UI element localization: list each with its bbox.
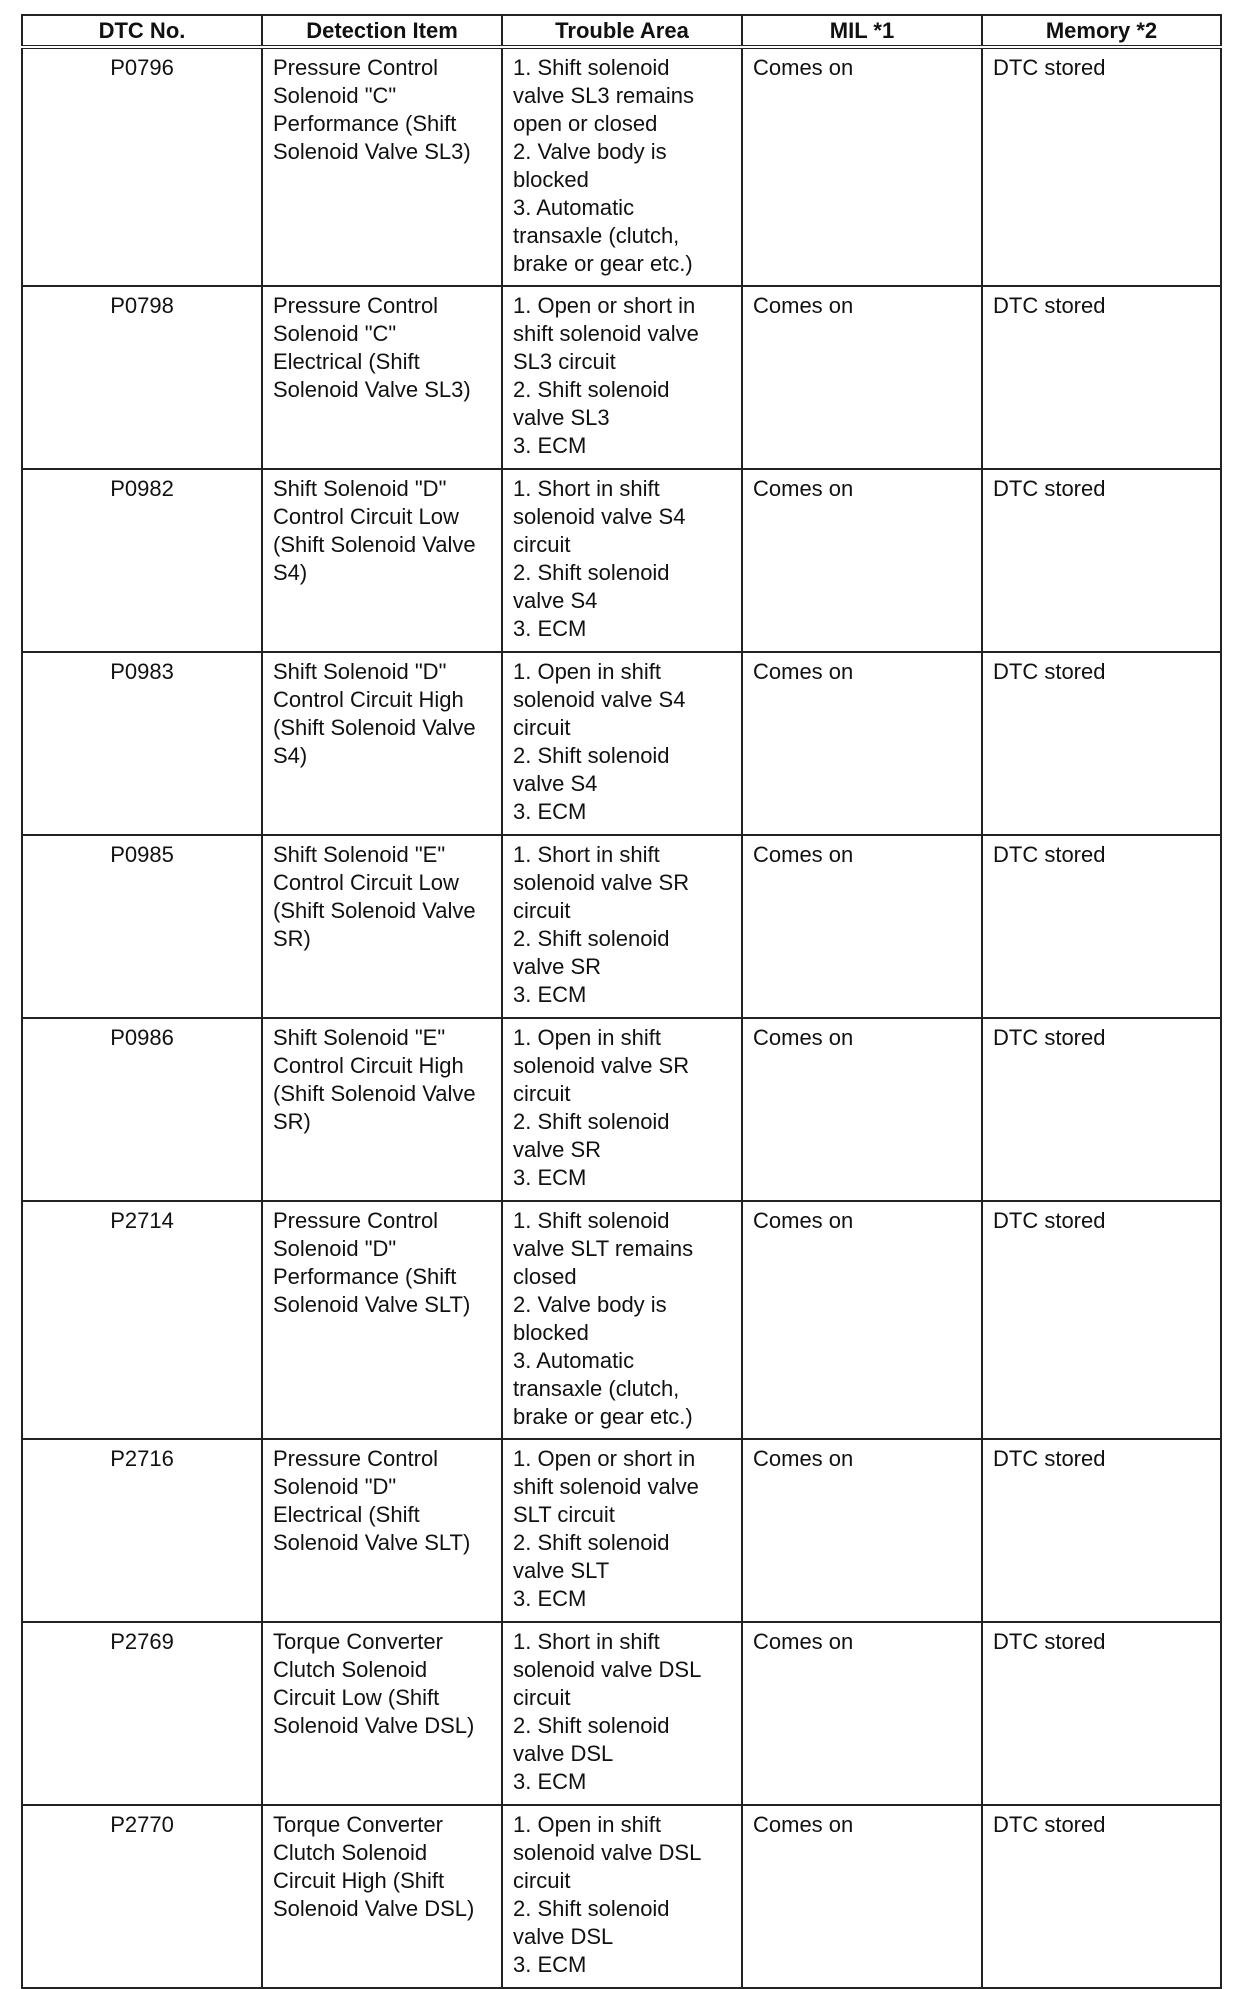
memory-cell: DTC stored [982,652,1221,835]
memory-cell: DTC stored [982,835,1221,1018]
table-row [22,1201,1221,1439]
header-memory: Memory *2 [982,15,1221,47]
memory-cell: DTC stored [982,1622,1221,1805]
dtc-table [21,14,1222,1989]
detection-item-cell: Shift Solenoid "E" Control Circuit High (Shift Solenoid Valve SR) [262,1018,502,1201]
table-row [22,1439,1221,1622]
trouble-area-cell: 1. Open in shift solenoid valve SR circuit 2. Shift solenoid valve SR 3. ECM [502,1018,742,1201]
trouble-area-cell: 1. Open in shift solenoid valve DSL circuit 2. Shift solenoid valve DSL 3. ECM [502,1805,742,1988]
detection-item-cell: Pressure Control Solenoid "D" Electrical (Shift Solenoid Valve SLT) [262,1439,502,1622]
dtc-code-cell: P0985 [22,835,262,1018]
mil-cell: Comes on [742,835,982,1018]
header-detection-item: Detection Item [262,15,502,47]
mil-cell: Comes on [742,469,982,652]
trouble-area-cell: 1. Open or short in shift solenoid valve SLT circuit 2. Shift solenoid valve SLT 3. ECM [502,1439,742,1622]
detection-item-cell: Torque Converter Clutch Solenoid Circuit High (Shift Solenoid Valve DSL) [262,1805,502,1988]
dtc-code-cell: P0986 [22,1018,262,1201]
dtc-code-cell: P2716 [22,1439,262,1622]
dtc-code-cell: P0983 [22,652,262,835]
mil-cell: Comes on [742,1622,982,1805]
table-row [22,1622,1221,1805]
detection-item-cell: Torque Converter Clutch Solenoid Circuit Low (Shift Solenoid Valve DSL) [262,1622,502,1805]
mil-cell: Comes on [742,1201,982,1439]
memory-cell: DTC stored [982,1805,1221,1988]
header-row [22,15,1221,47]
table-row [22,47,1221,286]
detection-item-cell: Pressure Control Solenoid "D" Performance (Shift Solenoid Valve SLT) [262,1201,502,1439]
header-dtc-no: DTC No. [22,15,262,47]
table-row [22,835,1221,1018]
mil-cell: Comes on [742,286,982,469]
trouble-area-cell: 1. Shift solenoid valve SL3 remains open or closed 2. Valve body is blocked 3. Automatic transaxle (clutch, brake or gear etc.) [502,47,742,286]
trouble-area-cell: 1. Short in shift solenoid valve S4 circuit 2. Shift solenoid valve S4 3. ECM [502,469,742,652]
memory-cell: DTC stored [982,469,1221,652]
header-trouble-area: Trouble Area [502,15,742,47]
trouble-area-cell: 1. Open or short in shift solenoid valve SL3 circuit 2. Shift solenoid valve SL3 3. ECM [502,286,742,469]
trouble-area-cell: 1. Open in shift solenoid valve S4 circuit 2. Shift solenoid valve S4 3. ECM [502,652,742,835]
trouble-area-cell: 1. Shift solenoid valve SLT remains closed 2. Valve body is blocked 3. Automatic transaxle (clutch, brake or gear etc.) [502,1201,742,1439]
detection-item-cell: Shift Solenoid "D" Control Circuit High (Shift Solenoid Valve S4) [262,652,502,835]
trouble-area-cell: 1. Short in shift solenoid valve SR circuit 2. Shift solenoid valve SR 3. ECM [502,835,742,1018]
detection-item-cell: Pressure Control Solenoid "C" Performance (Shift Solenoid Valve SL3) [262,47,502,286]
dtc-code-cell: P0796 [22,47,262,286]
table-row [22,469,1221,652]
mil-cell: Comes on [742,1018,982,1201]
header-mil: MIL *1 [742,15,982,47]
memory-cell: DTC stored [982,47,1221,286]
memory-cell: DTC stored [982,1018,1221,1201]
memory-cell: DTC stored [982,1439,1221,1622]
trouble-area-cell: 1. Short in shift solenoid valve DSL circuit 2. Shift solenoid valve DSL 3. ECM [502,1622,742,1805]
detection-item-cell: Shift Solenoid "D" Control Circuit Low (Shift Solenoid Valve S4) [262,469,502,652]
dtc-code-cell: P0982 [22,469,262,652]
table-row [22,652,1221,835]
memory-cell: DTC stored [982,1201,1221,1439]
table-header [22,15,1221,47]
detection-item-cell: Shift Solenoid "E" Control Circuit Low (Shift Solenoid Valve SR) [262,835,502,1018]
dtc-code-cell: P2714 [22,1201,262,1439]
dtc-code-cell: P2769 [22,1622,262,1805]
mil-cell: Comes on [742,47,982,286]
mil-cell: Comes on [742,1805,982,1988]
mil-cell: Comes on [742,1439,982,1622]
dtc-code-cell: P0798 [22,286,262,469]
mil-cell: Comes on [742,652,982,835]
table-row [22,1018,1221,1201]
table-row [22,286,1221,469]
table-row [22,1805,1221,1988]
dtc-code-cell: P2770 [22,1805,262,1988]
table-body [22,47,1221,1988]
memory-cell: DTC stored [982,286,1221,469]
detection-item-cell: Pressure Control Solenoid "C" Electrical (Shift Solenoid Valve SL3) [262,286,502,469]
